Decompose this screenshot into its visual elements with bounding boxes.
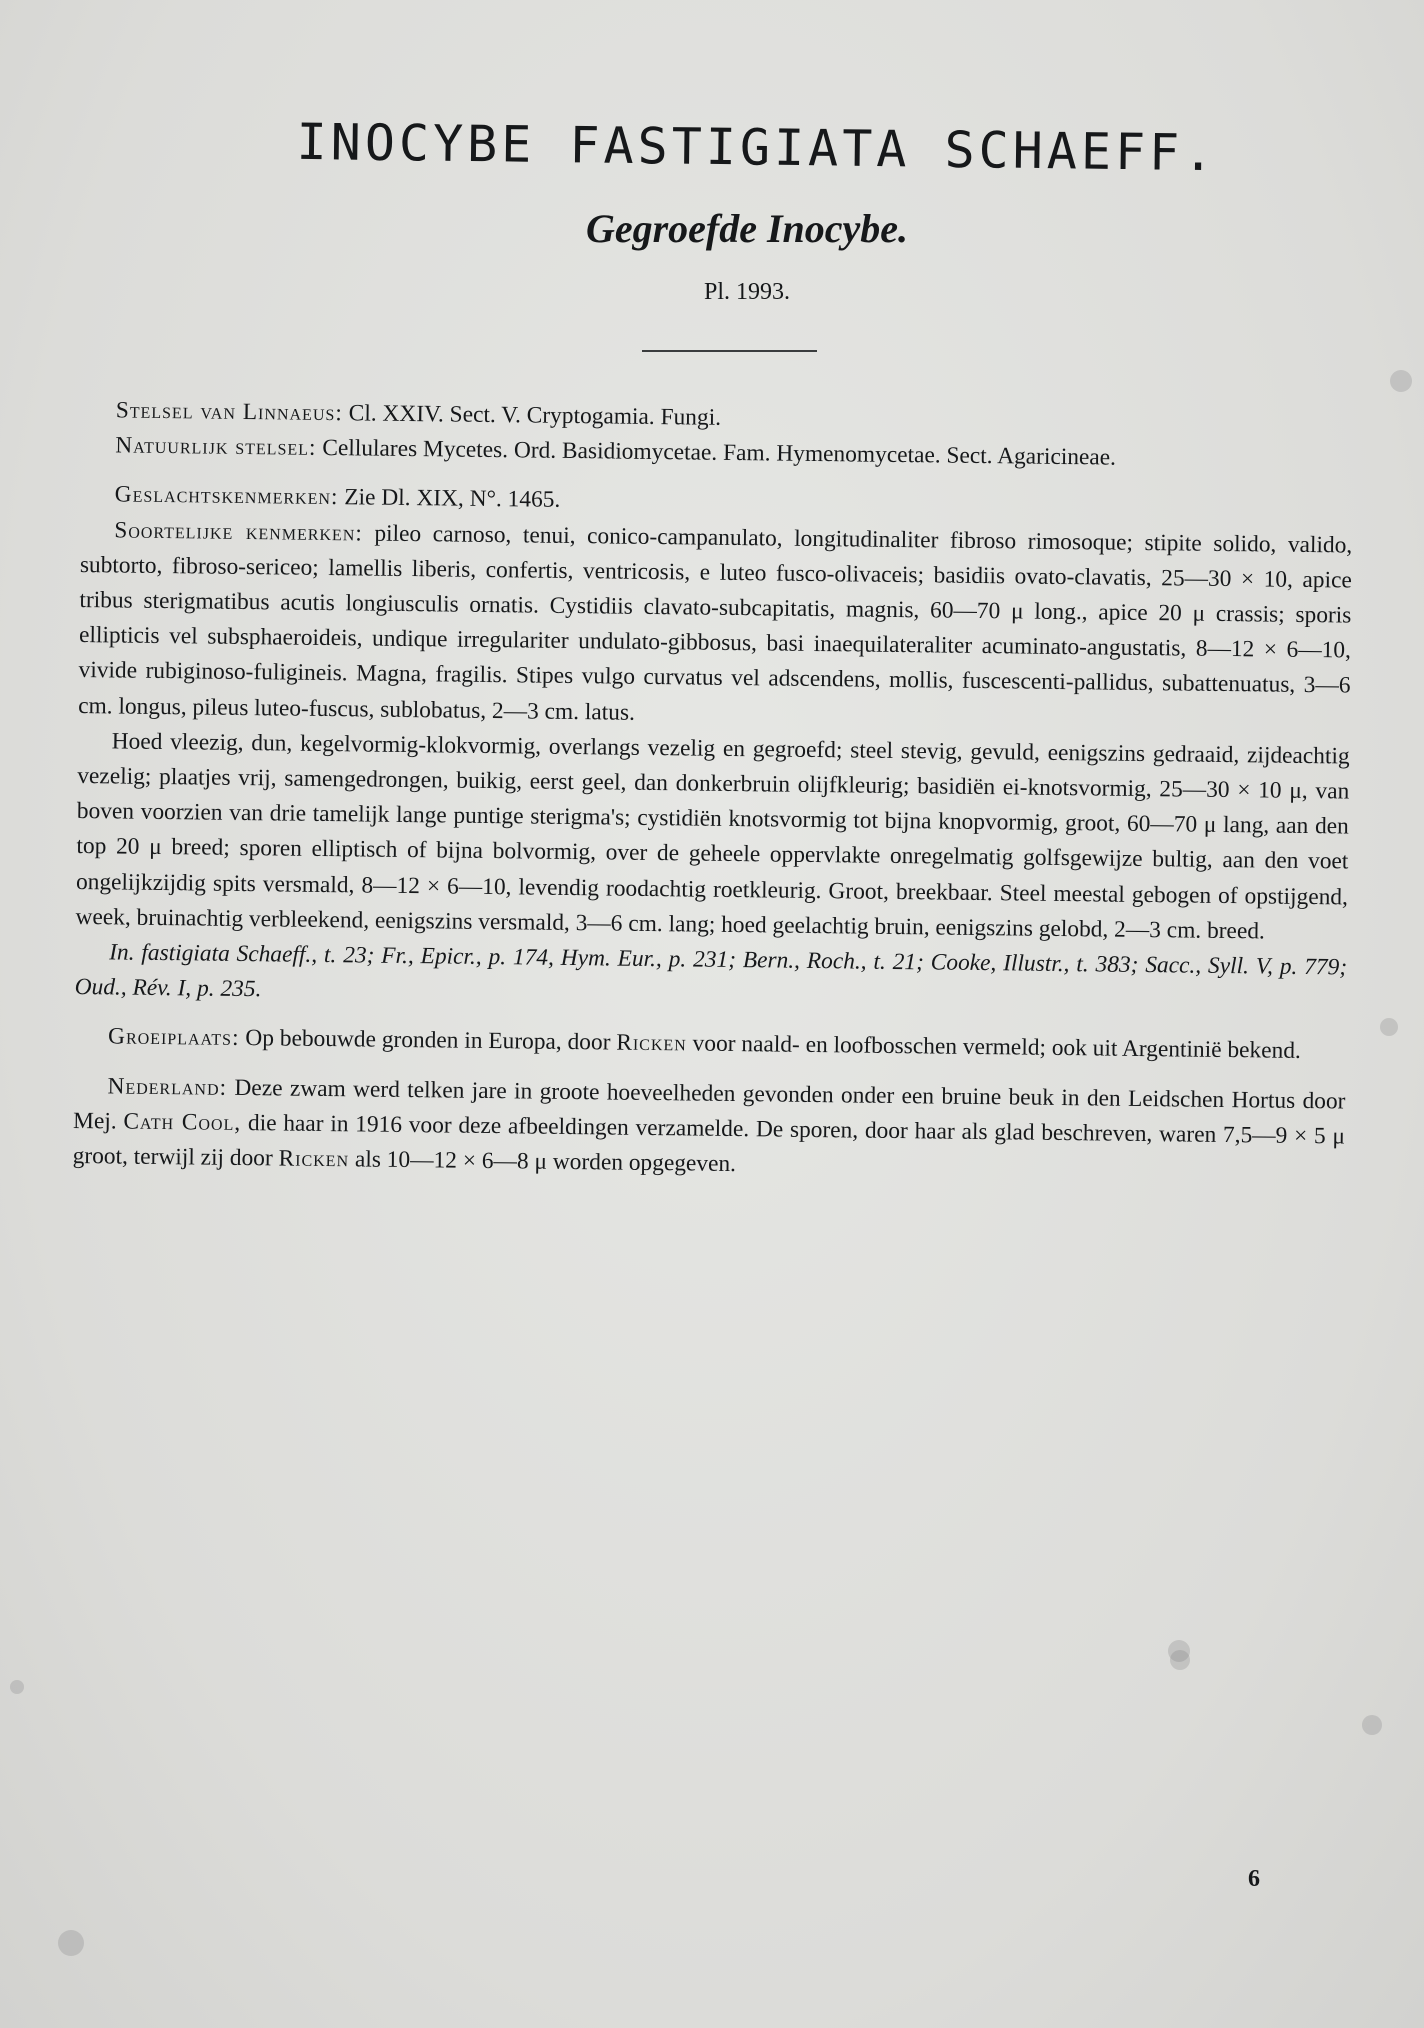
habitat-paragraph: [74, 1019, 1346, 1070]
paper-speck: [1170, 1650, 1190, 1670]
netherlands-label: Nederland:: [107, 1073, 228, 1101]
linnaeus-text: Cl. XXIV. Sect. V. Cryptogamia. Fungi.: [348, 400, 722, 431]
natural-system-text: Cellulares Mycetes. Ord. Basidiomycetae. Fam. Hymenomycetae. Sect. Agaricineae.: [322, 435, 1117, 471]
netherlands-text-2: die haar in 1916 voor deze afbeeldingen verzamelde. De sporen, door haar als glad beschreven, waren 7,5—9 × 5 μ groot, terwijl zij door: [72, 1109, 1346, 1172]
genus-label: Geslachtskenmerken:: [114, 481, 339, 511]
divider: [642, 350, 817, 352]
habitat-text-2: voor naald- en loofbosschen vermeld; ook uit Argentinië bekend.: [692, 1030, 1301, 1065]
page-subtitle: Gegroefde Inocybe.: [585, 206, 909, 251]
page-number: 6: [1248, 1866, 1260, 1892]
page-title: INOCYBE FASTIGIATA SCHAEFF.: [296, 112, 1218, 183]
dutch-description-paragraph: Hoed vleezig, dun, kegelvormig-klokvormig, overlangs vezelig en gegroefd; steel stevig, gevuld, eenigszins gedraaid, zijdeachtig vezelig; plaatjes vrij, samengedrongen, buikig, eerst geel, dan donkerbruin olijfkleurig; basidiën ei-knotsvormig, 25—30 × 10 μ, van boven voorzien van drie tamelijk lange puntige sterigma's; cystidiën knotsvormig tot bijna knopvormig, groot, 60—70 μ lang, aan den top 20 μ breed; sporen elliptisch of bijna bolvormig, over de geheele oppervlakte onregelmatig golfsgewijze bultig, aan den voet ongelijkzijdig spits versmald, 8—12 × 6—10, levendig roodachtig roetkleurig. Groot, breekbaar. Steel meestal gebogen of opstijgend, week, bruinachtig verbleekend, eenigszins versmald, 3—6 cm. lang; hoed geelachtig bruin, eenigszins gelobd, 2—3 cm. breed.: [75, 728, 1350, 945]
paper-speck: [1380, 1018, 1398, 1036]
natural-system-label: Natuurlijk stelsel:: [115, 432, 317, 462]
references-paragraph: In. fastigiata Schaeff., t. 23; Fr., Epicr., p. 174, Hym. Eur., p. 231; Bern., Roch., t. 21; Cooke, Illustr., t. 383; Sacc., Syll. V, p. 779; Oud., Rév. I, p. 235.: [74, 939, 1348, 1003]
paper-speck: [1362, 1715, 1382, 1735]
linnaeus-label: Stelsel van Linnaeus:: [115, 397, 344, 427]
netherlands-text-3: als 10—12 × 6—8 μ worden opgegeven.: [354, 1146, 737, 1178]
collector-name: Cath Cool,: [123, 1108, 242, 1136]
habitat-text: Op bebouwde gronden in Europa, door: [245, 1025, 611, 1056]
plate-number: Pl. 1993.: [703, 279, 790, 305]
species-label: Soortelijke kenmerken:: [114, 517, 364, 547]
netherlands-paragraph: [72, 1069, 1345, 1190]
habitat-label: Groeiplaats:: [107, 1023, 240, 1052]
netherlands-text-1: Deze zwam werd telken jare in groote hoeveelheden gevonden onder een bruine beuk in den Leidschen Hortus door Mej.: [72, 1074, 1346, 1135]
genus-text: Zie Dl. XIX, N°. 1465.: [344, 484, 561, 514]
habitat-author: Ricken: [616, 1030, 687, 1057]
paper-speck: [58, 1930, 84, 1956]
species-text: pileo carnoso, tenui, conico-campanulato, longitudinaliter fibroso rimosoque; stipite solido, valido, subtorto, fibroso-sericeo; lamellis liberis, confertis, ventricosis, e luteo fusco-olivaceis; basidiis ovato-clavatis, 25—30 × 10, apice tribus sterigmatibus acutis longiusculis ornatis. Cystidiis clavato-subcapitatis, magnis, 60—70 μ long., apice 20 μ crassis; sporis ellipticis vel subsphaeroideis, undique irregulariter undulato-gibbosus, basi inaequilateraliter acuminato-angustatis, 8—12 × 6—10, vivide rubiginoso-fuligineis. Magna, fragilis. Stipes vulgo curvatus vel adscendens, mollis, fuscescenti-pallidus, subattenuatus, 3—6 cm. longus, pileus luteo-fuscus, sublobatus, 2—3 cm. latus.: [78, 520, 1353, 726]
description-body: [72, 393, 1353, 1190]
paper-speck: [1390, 370, 1412, 392]
species-paragraph: [78, 513, 1352, 740]
paper-speck: [10, 1680, 24, 1694]
author-name: Ricken: [278, 1145, 350, 1173]
